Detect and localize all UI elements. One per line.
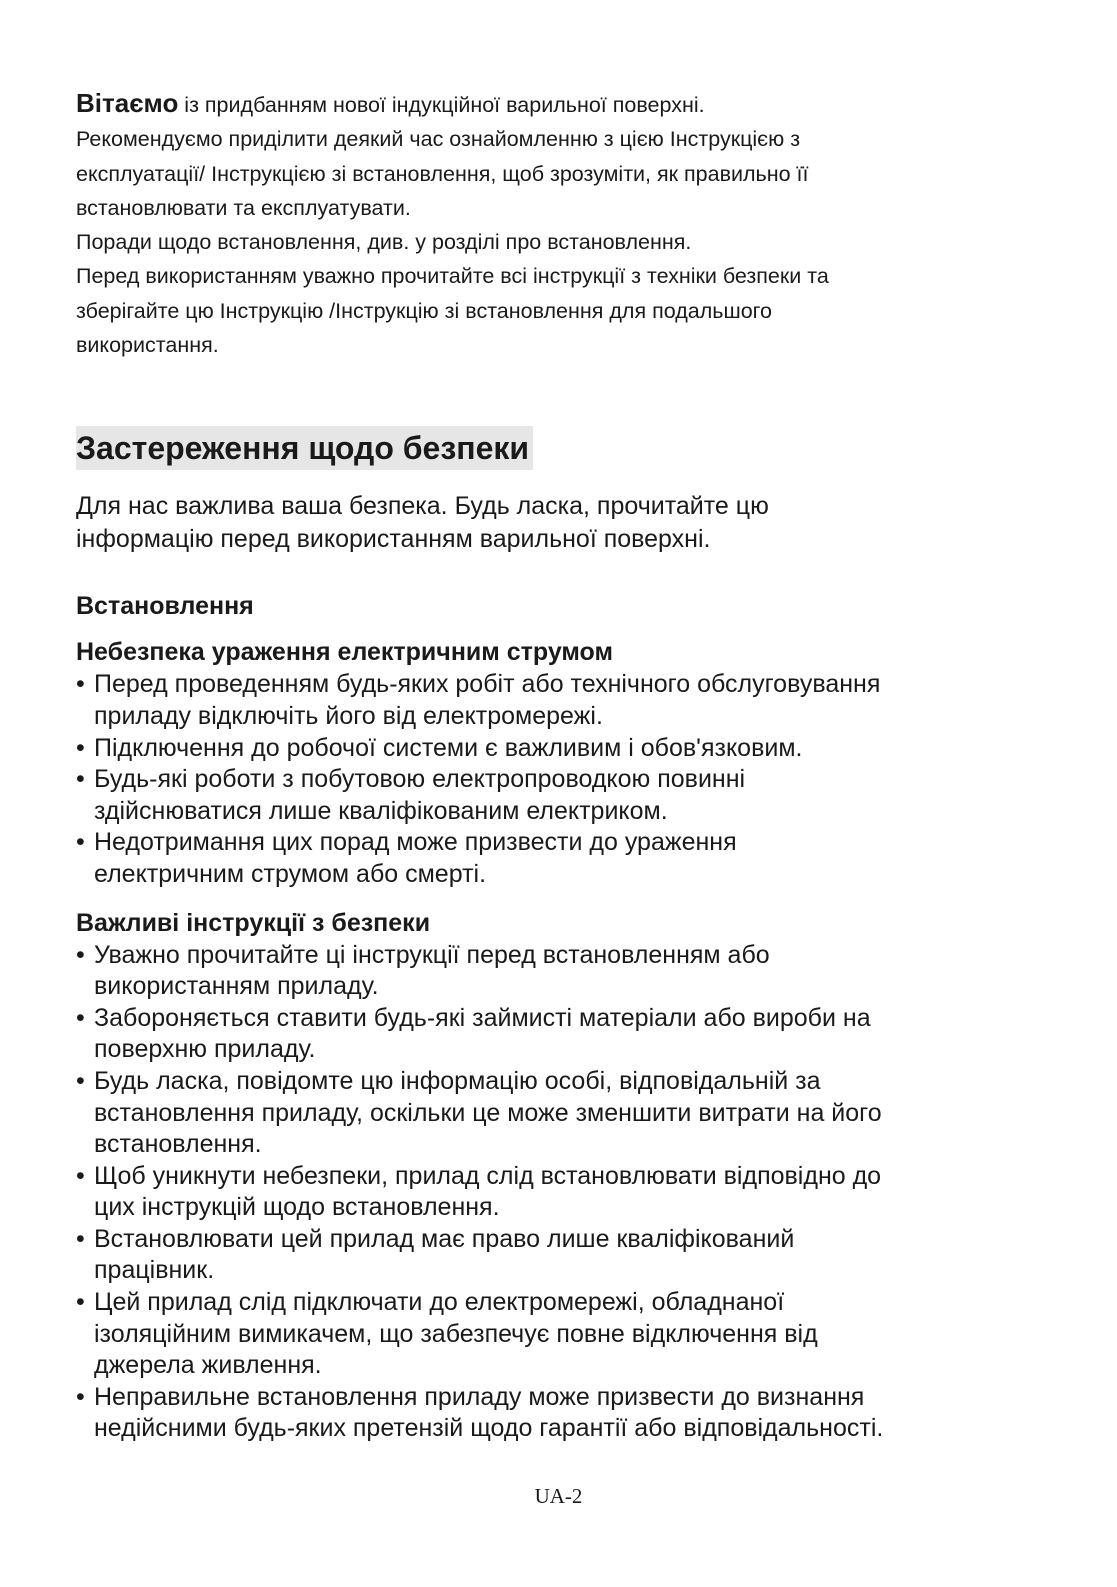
important-safety-heading: Важливі інструкції з безпеки: [76, 908, 431, 937]
electric-shock-heading: Небезпека ураження електричним струмом: [76, 638, 613, 667]
document-page: [76, 86, 1026, 1445]
list-item-line: встановлення приладу, оскільки це може зменшити витрати на його: [94, 1098, 882, 1127]
intro-line: використання.: [76, 333, 219, 358]
electric-shock-list: [76, 669, 1026, 890]
list-item-line: Перед проведенням будь-яких робіт або технічного обслуговування: [94, 670, 881, 699]
list-item-line: здійснюватися лише кваліфікованим електриком.: [94, 796, 668, 825]
list-item-line: використанням приладу.: [94, 972, 379, 1001]
safety-intro-line: Для нас важлива ваша безпека. Будь ласка, прочитайте цю: [76, 492, 769, 521]
list-item-line: працівник.: [94, 1256, 215, 1285]
list-item-line: Щоб уникнути небезпеки, прилад слід встановлювати відповідно до: [94, 1161, 882, 1190]
list-item-line: встановлення.: [94, 1130, 262, 1159]
list-item: [76, 669, 1026, 732]
safety-intro-line: інформацію перед використанням варильної поверхні.: [76, 525, 711, 554]
important-safety-list: [76, 940, 1026, 1446]
list-item-line: Будь ласка, повідомте цю інформацію особі, відповідальній за: [94, 1066, 821, 1095]
list-item-line: ізоляційним вимикачем, що забезпечує повне відключення від: [94, 1319, 818, 1348]
list-item: [76, 1287, 1026, 1382]
safety-intro: [76, 490, 1026, 556]
list-item-line: приладу відключіть його від електромережі.: [94, 701, 603, 730]
list-item-line: джерела живлення.: [94, 1351, 322, 1380]
list-item-line: Уважно прочитайте ці інструкції перед встановленням або: [94, 940, 770, 969]
list-item-line: недійсними будь-яких претензій щодо гарантії або відповідальності.: [94, 1414, 884, 1443]
intro-line: Поради щодо встановлення, див. у розділі про встановлення.: [76, 230, 692, 255]
list-item: [76, 733, 1026, 765]
intro-line: зберігайте цю Інструкцію /Інструкцію зі встановлення для подальшого: [76, 298, 772, 323]
list-item-line: Цей прилад слід підключати до електромережі, обладнаної: [94, 1288, 785, 1317]
list-item-line: Підключення до робочої системи є важливим і обов'язковим.: [94, 733, 803, 762]
list-item: [76, 827, 1026, 890]
intro-line: Рекомендуємо приділити деякий час ознайомленню з цією Інструкцією з: [76, 127, 801, 152]
list-item-line: Встановлювати цей прилад має право лише кваліфікований: [94, 1224, 795, 1253]
list-item: [76, 1382, 1026, 1445]
intro-paragraph: [76, 86, 1026, 362]
intro-line: встановлювати та експлуатувати.: [76, 195, 411, 220]
list-item: [76, 764, 1026, 827]
safety-section-title: Застереження щодо безпеки: [76, 426, 533, 470]
list-item-line: цих інструкцій щодо встановлення.: [94, 1193, 500, 1222]
intro-line: Перед використанням уважно прочитайте всі інструкції з техніки безпеки та: [76, 264, 829, 289]
list-item: [76, 940, 1026, 1003]
list-item: [76, 1066, 1026, 1161]
list-item-line: Недотримання цих порад може призвести до ураження: [94, 828, 737, 857]
list-item-line: Забороняється ставити будь-які займисті матеріали або вироби на: [94, 1003, 871, 1032]
list-item-line: електричним струмом або смерті.: [94, 859, 487, 888]
installation-heading: Встановлення: [76, 592, 254, 621]
list-item: [76, 1224, 1026, 1287]
intro-lead-bold: Вітаємо: [76, 88, 179, 118]
list-item: [76, 1161, 1026, 1224]
list-item-line: Будь-які роботи з побутовою електропроводкою повинні: [94, 765, 746, 794]
list-item: [76, 1003, 1026, 1066]
intro-lead-text: із придбанням нової індукційної варильної поверхні.: [178, 93, 705, 117]
list-item-line: Неправильне встановлення приладу може призвести до визнання: [94, 1382, 865, 1411]
intro-line: експлуатації/ Інструкцією зі встановлення, щоб зрозуміти, як правильно її: [76, 161, 809, 186]
list-item-line: поверхню приладу.: [94, 1035, 316, 1064]
page-number: UA-2: [534, 1484, 583, 1508]
